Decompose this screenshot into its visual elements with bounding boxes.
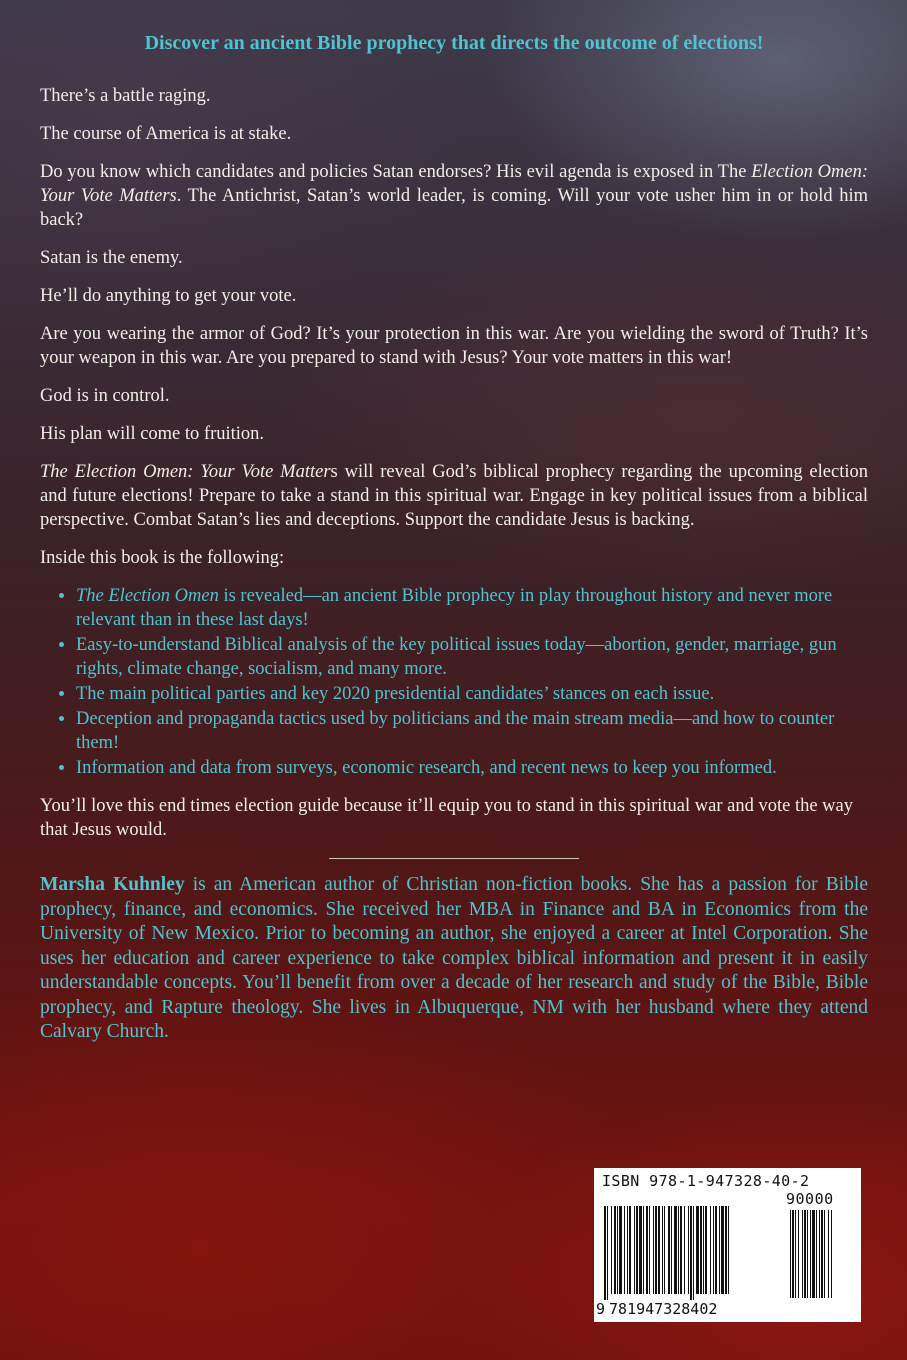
barcode-addon-bar [795,1210,796,1298]
barcode-bar [693,1206,694,1300]
barcode-bar [627,1206,628,1294]
isbn-label: ISBN 978-1-947328-40-2 [602,1172,810,1190]
paragraph-agenda-part-b: . The Antichrist, Satan’s world leader, is coming. Will your vote usher him in or hold him back? [40,186,868,230]
book-title-italic: Election Omen: Your Vote Matters [40,162,868,206]
barcode-bar [705,1206,707,1294]
barcode-bar [639,1206,642,1294]
paragraph-love: You’ll love this end times election guide because it’ll equip you to stand in this spiritual war and vote the way that Jesus would. [40,796,853,840]
barcode-digit-first: 9 [596,1300,606,1318]
paragraph-course: The course of America is at stake. [40,124,292,144]
barcode-bar [649,1206,650,1294]
paragraph-vote: He’ll do anything to get your vote. [40,286,297,306]
barcode-addon-bar [831,1210,832,1298]
barcode-bar [680,1206,682,1294]
paragraph-enemy: Satan is the enemy. [40,248,183,268]
barcode-digits [596,1300,717,1318]
barcode-bar [674,1206,677,1294]
author-name: Marsha Kuhnley [40,874,185,895]
barcode-bar [678,1206,679,1294]
barcode-bar [636,1206,638,1294]
barcode-bar [629,1206,631,1294]
barcode-bar [604,1206,606,1300]
list-item: • Easy-to-understand Biblical analysis of the key political issues today—abortion, gender, marriage, gun rights, climate change, socialism, and many more. [76,633,868,681]
author-bio [40,873,868,1045]
barcode-bar [715,1206,717,1294]
barcode-bar [614,1206,616,1294]
barcode-bar [725,1206,727,1294]
barcode-addon-bar [819,1210,820,1298]
barcode-bar [703,1206,704,1294]
list-item: • Deception and propaganda tactics used by politicians and the main stream media—and how to counter them! [76,707,868,755]
barcode-bar [617,1206,618,1294]
cover-content [40,30,868,1045]
headline: Discover an ancient Bible prophecy that directs the outcome of elections! [144,32,764,54]
barcode-bar [664,1206,665,1294]
barcode-bar [646,1206,648,1294]
paragraph-plan: His plan will come to fruition. [40,424,265,444]
barcode-bar [607,1206,608,1300]
barcode-addon-bar [821,1210,823,1298]
barcode-addon-bar [807,1210,808,1298]
price-code: 90000 [786,1190,834,1208]
barcode-bar [713,1206,714,1294]
barcode-bar [624,1206,625,1294]
paragraph-agenda [40,160,868,232]
list-item: • Information and data from surveys, economic research, and recent news to keep you informed. [76,756,868,780]
barcode-bar [690,1206,692,1300]
barcode-addon-bar [802,1210,803,1298]
barcode-bar [668,1206,670,1294]
barcode-addon-bar [792,1210,794,1298]
section-divider [329,858,579,859]
feature-list [40,584,868,780]
barcode-bar [619,1206,622,1294]
barcode-bar [655,1206,657,1294]
barcode-bar [721,1206,724,1294]
paragraph-inside: Inside this book is the following: [40,548,285,568]
paragraph-agenda-part-a: Do you know which candidates and policies Satan endorses? His evil agenda is exposed in The [40,162,752,182]
barcode-bar [643,1206,644,1294]
barcode-bar [662,1206,663,1294]
paragraph-reveal-rest: s will reveal God’s biblical prophecy regarding the upcoming election and future elections! Prepare to take a stand in this spiritual war. Engage in key political issues from a biblical perspective. Combat Satan’s lies and deceptions. Support the candidate Jesus is backing. [40,462,868,530]
barcode-digits-rest: 781947328402 [609,1300,718,1318]
paragraph-control: God is in control. [40,386,170,406]
barcode-bar [719,1206,720,1294]
barcode-addon-bar [790,1210,791,1298]
barcode-bar [671,1206,672,1294]
barcode-bars [600,1188,855,1300]
paragraph-battle: There’s a battle raging. [40,86,211,106]
barcode-bar [700,1206,702,1294]
barcode-addon-bar [810,1210,811,1298]
barcode-addon-bar [816,1210,817,1298]
barcode-addon-bar [824,1210,825,1298]
barcode-addon-bar [798,1210,799,1298]
barcode-bar [696,1206,699,1294]
barcode-bar [634,1206,635,1294]
barcode-bar [684,1206,685,1294]
barcode-addon-bar [828,1210,829,1298]
barcode-bar [653,1206,654,1294]
book-title-italic-2: The Election Omen: Your Vote Matter [40,462,331,482]
barcode-addon-bar [804,1210,806,1298]
list-item: • The main political parties and key 2020 presidential candidates’ stances on each issue. [76,682,868,706]
barcode-addon-bar [812,1210,815,1298]
barcode-bar [728,1206,729,1294]
list-item [76,584,868,632]
isbn-barcode [594,1168,861,1322]
paragraph-armor: Are you wearing the armor of God? It’s your protection in this war. Are you wielding the sword of Truth? It’s your weapon in this war. Are you prepared to stand with Jesus? Your vote matters in this war! [40,324,868,368]
barcode-bar [611,1206,612,1294]
list-item-italic: The Election Omen [76,586,219,606]
paragraph-reveal [40,460,868,532]
list-item-text: is revealed—an ancient Bible prophecy in play throughout history and never more relevant than in these last days! [76,586,833,630]
barcode-bar [710,1206,711,1294]
barcode-bar [658,1206,660,1294]
barcode-bar [688,1206,689,1294]
author-bio-text: is an American author of Christian non-fiction books. She has a passion for Bible prophecy, finance, and economics. She received her MBA in Finance and BA in Economics from the University of New Mexico. Prior to becoming an author, she enjoyed a career at Intel Corporation. She uses her education and career experience to take complex biblical information and present it in easily understandable concepts. You’ll benefit from over a decade of her research and study of the Bible, Bible prophecy, and Rapture theology. She lives in Albuquerque, NM with her husband where they attend Calvary Church. [40,874,868,1042]
